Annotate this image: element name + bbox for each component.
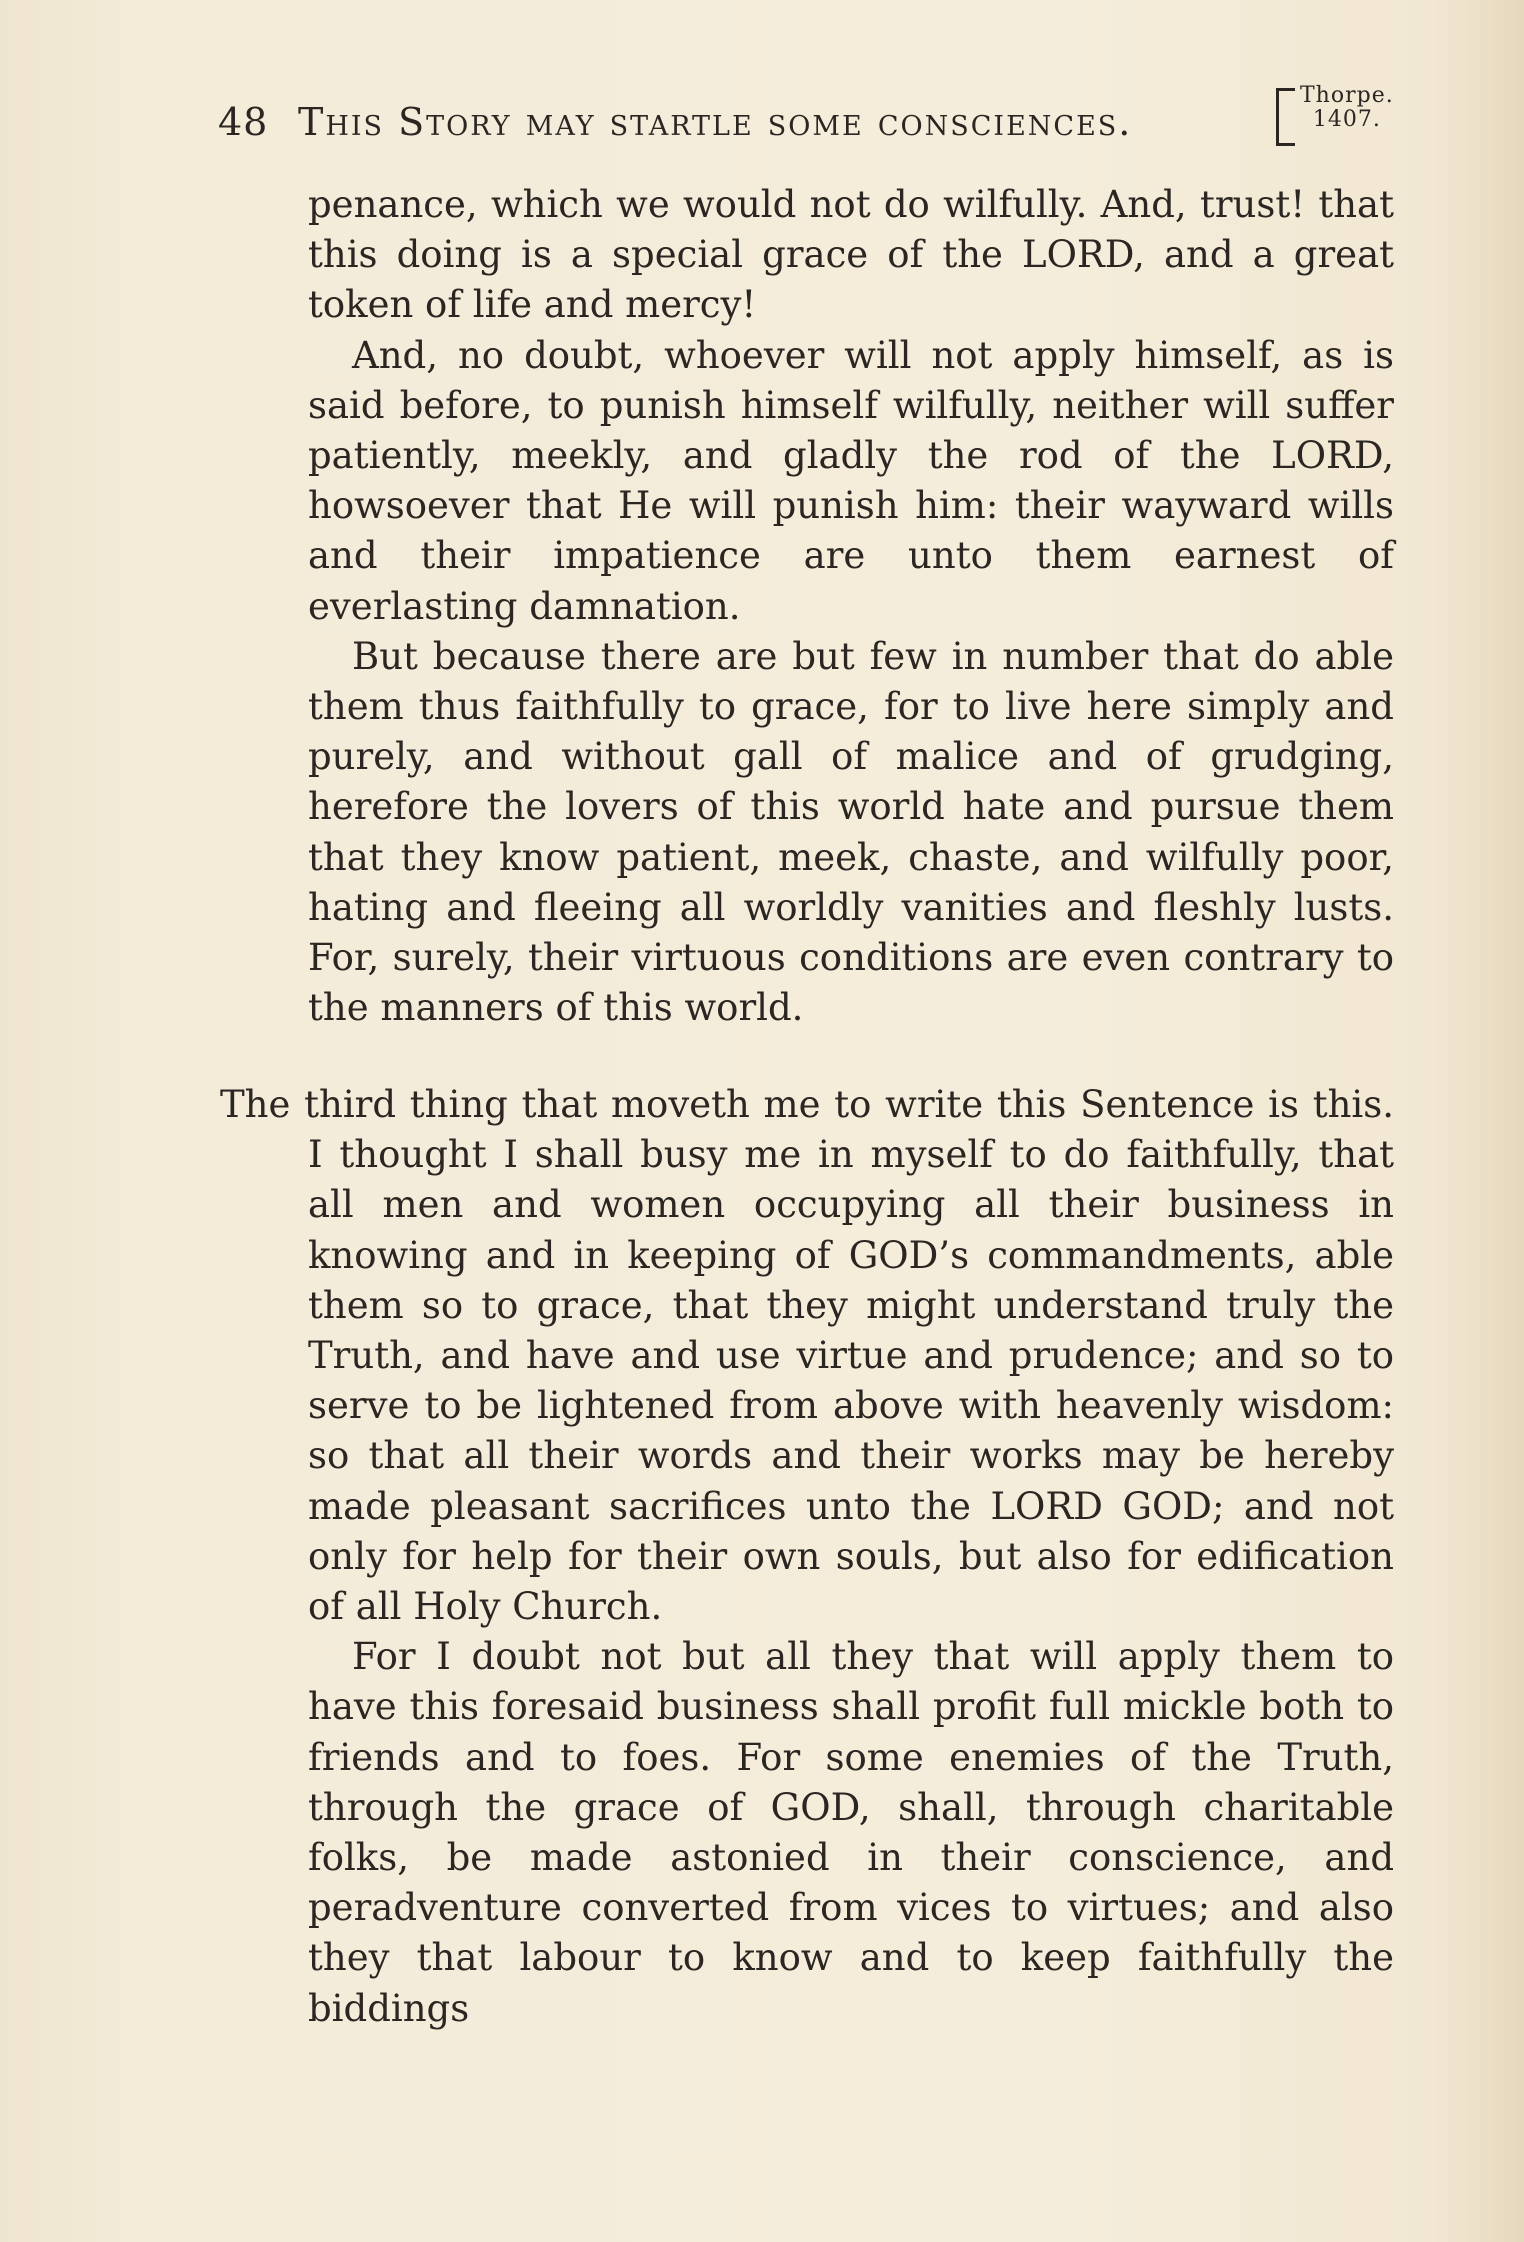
side-note-year: 1407. (1312, 107, 1381, 132)
page-number: 48 (218, 100, 269, 144)
paragraph: And, no doubt, whoever will not apply himself, as is said before, to punish himself wilfully, neither will suffer patiently, meekly, and gladly the rod of the LORD, howsoever that He will punish him: their wayward wills and their impatience are unto them earnest of everlasting damnation. (308, 333, 1394, 628)
paragraph: For I doubt not but all they that will apply them to have this foresaid business shall profit full mickle both to friends and to foes. For some enemies of the Truth, through the grace of GOD, shall, through charitable folks, be made astonied in their conscience, and peradventure converted from vices to virtues; and also they that labour to know and to keep faithfully the biddings (308, 1635, 1394, 2030)
side-note (1300, 84, 1394, 132)
side-note-bracket (1276, 88, 1295, 146)
page-header (218, 83, 1408, 148)
paragraph: penance, which we would not do wilfully. And, trust! that this doing is a special grace of the LORD, and a great token of life and mercy! (308, 183, 1394, 327)
text-block-upper (308, 180, 1394, 1033)
text-block-lower (220, 1080, 1394, 2034)
running-title: This Story may startle some consciences. (298, 100, 1133, 144)
paragraph: The third thing that moveth me to write this Sentence is this. I thought I shall busy me in myself to do faithfully, that all men and women occupying all their business in knowing and in keeping of GOD’s commandments, able them so to grace, that they might understand truly the Truth, and have and use virtue and prudence; and so to serve to be lightened from above with heavenly wisdom: so that all their words and their works may be hereby made pleasant sacrifices unto the LORD GOD; and not only for help for their own souls, but also for edification of all Holy Church. (220, 1083, 1394, 1629)
paragraph: But because there are but few in number that do able them thus faithfully to grace, for to live here simply and purely, and without gall of malice and of grudging, herefore the lovers of this world hate and pursue them that they know patient, meek, chaste, and wilfully poor, hating and fleeing all worldly vanities and fleshly lusts. For, surely, their virtuous conditions are even contrary to the manners of this world. (308, 634, 1394, 1030)
side-note-author: Thorpe. (1300, 83, 1394, 108)
